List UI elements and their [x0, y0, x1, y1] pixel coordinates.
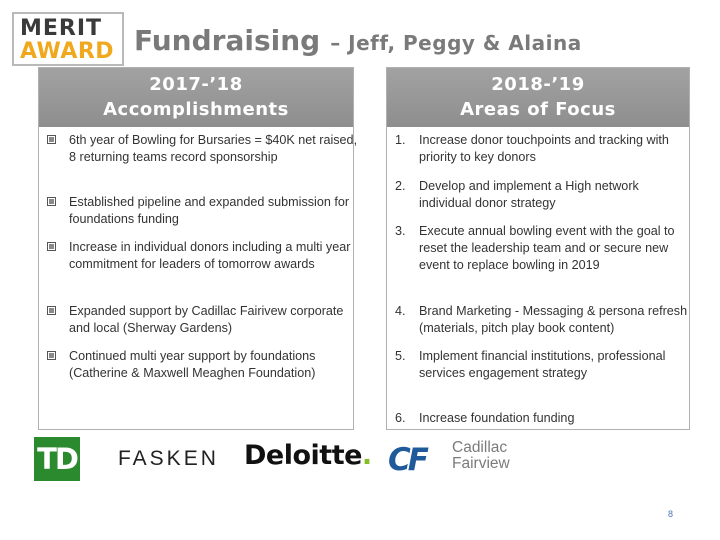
list-item-text: Expanded support by Cadillac Fairivew corporate and local (Sherway Gardens) [69, 304, 344, 335]
item-number: 5. [395, 349, 406, 363]
numbered-item [395, 303, 691, 337]
list-item [69, 239, 359, 273]
focus-heading-year: 2018-’19 [491, 74, 585, 95]
checkbox-bullet-icon [47, 242, 56, 251]
deloitte-dot: . [361, 440, 372, 471]
item-text: Execute annual bowling event with the goal to reset the leadership team and or secure new event to replace bowling in 2019 [419, 224, 675, 272]
focus-heading [387, 68, 689, 127]
logo-merit-text: MERIT [20, 16, 103, 41]
page-number: 8 [668, 509, 674, 519]
deloitte-logo [244, 440, 372, 471]
list-item-text: Established pipeline and expanded submission for foundations funding [69, 195, 350, 226]
title-subtitle: – Jeff, Peggy & Alaina [330, 31, 582, 55]
sponsor-logos [26, 432, 526, 482]
numbered-item [395, 178, 691, 212]
list-item-text: 6th year of Bowling for Bursaries = $40K net raised, 8 returning teams record sponsorship [69, 133, 358, 164]
item-text: Increase donor touchpoints and tracking with priority to key donors [419, 133, 669, 164]
list-item [69, 132, 359, 166]
slide-title [134, 24, 582, 57]
checkbox-bullet-icon [47, 351, 56, 360]
numbered-item [395, 410, 691, 427]
checkbox-bullet-icon [47, 306, 56, 315]
item-text: Develop and implement a High network individual donor strategy [419, 179, 639, 210]
cf-line2: Fairview [452, 455, 510, 472]
accomplishments-heading-year: 2017-’18 [149, 74, 243, 95]
list-item [69, 194, 359, 228]
item-number: 3. [395, 224, 406, 238]
item-text: Brand Marketing - Messaging & persona refresh (materials, pitch play book content) [419, 304, 688, 335]
numbered-item [395, 348, 691, 382]
title-main: Fundraising [134, 24, 321, 57]
deloitte-wordmark: Deloitte [244, 440, 362, 471]
list-item [69, 303, 359, 337]
accomplishments-heading [39, 68, 353, 127]
logo-award-text: AWARD [20, 39, 115, 64]
item-number: 1. [395, 133, 406, 147]
cf-mark-icon: CF [388, 442, 426, 478]
focus-heading-label: Areas of Focus [460, 99, 616, 120]
numbered-item [395, 132, 691, 166]
item-number: 6. [395, 411, 406, 425]
checkbox-bullet-icon [47, 197, 56, 206]
td-logo: TD [34, 437, 80, 481]
merit-award-logo [12, 12, 124, 66]
fasken-logo: FASKEN [118, 447, 219, 470]
item-text: Increase foundation funding [419, 411, 575, 425]
checkbox-bullet-icon [47, 135, 56, 144]
areas-of-focus-panel [386, 67, 690, 430]
cf-line1: Cadillac [452, 439, 508, 456]
accomplishments-heading-label: Accomplishments [103, 99, 289, 120]
cadillac-fairview-logo [388, 438, 528, 478]
item-number: 4. [395, 304, 406, 318]
item-text: Implement financial institutions, professional services engagement strategy [419, 349, 666, 380]
cf-wordmark [452, 440, 510, 472]
list-item-text: Continued multi year support by foundations (Catherine & Maxwell Meaghen Foundation) [69, 349, 316, 380]
numbered-item [395, 223, 691, 274]
accomplishments-panel [38, 67, 358, 430]
list-item-text: Increase in individual donors including a multi year commitment for leaders of tomorrow awards [69, 240, 351, 271]
item-number: 2. [395, 179, 406, 193]
list-item [69, 348, 359, 382]
